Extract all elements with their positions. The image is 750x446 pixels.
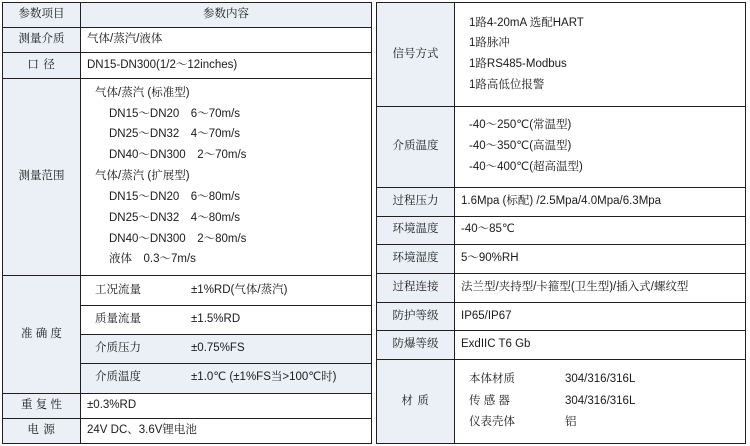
table-row <box>3 28 372 53</box>
accuracy-value: ±1%RD(气体/蒸汽) <box>191 283 288 296</box>
row-value-medium-pressure-accuracy <box>81 334 372 363</box>
signal-line: 1路4-20mA 选配HART <box>469 16 584 29</box>
material-key: 本体材质 <box>469 372 515 385</box>
row-label-power-supply: 电 源 <box>3 418 81 443</box>
signal-line: 1路RS485-Modbus <box>469 58 567 71</box>
table-row <box>377 331 746 360</box>
range-line: DN25～DN32 4～70m/s <box>109 128 241 141</box>
row-label-material: 材 质 <box>377 360 455 444</box>
row-value-ambient-temperature: -40～85℃ <box>455 216 746 245</box>
table-row <box>377 216 746 245</box>
row-value-mass-flow-accuracy <box>81 305 372 334</box>
row-label-medium-temperature: 介质温度 <box>377 107 455 187</box>
row-label-measuring-range: 测量范围 <box>3 78 81 276</box>
table-row <box>377 245 746 274</box>
material-key: 仪表壳体 <box>469 416 515 429</box>
row-value-working-flow-accuracy <box>81 276 372 305</box>
row-value-repeatability: ±0.3%RD <box>81 393 372 418</box>
row-label-ambient-temperature: 环境温度 <box>377 216 455 245</box>
row-value-power-supply: 24V DC、3.6V锂电池 <box>81 418 372 443</box>
signal-line: 1路高低位报警 <box>469 79 545 92</box>
row-value-caliber: DN15-DN300(1/2～12inches) <box>81 53 372 78</box>
accuracy-value: ±1.0℃ (±1%FS当>100℃时) <box>191 371 337 384</box>
row-label-process-pressure: 过程压力 <box>377 187 455 216</box>
range-line: DN25～DN32 4～80m/s <box>109 211 241 224</box>
table-row <box>377 107 746 187</box>
table-row <box>3 78 372 276</box>
row-value-material <box>455 360 746 444</box>
material-value: 铝 <box>565 416 577 429</box>
range-line: DN40～DN300 2～80m/s <box>109 232 247 245</box>
range-line: DN40～DN300 2～70m/s <box>109 149 247 162</box>
table-row <box>3 393 372 418</box>
row-label-protection-class: 防护等级 <box>377 302 455 331</box>
range-line: 气体/蒸汽 (标准型) <box>95 86 190 99</box>
row-label-process-connection: 过程连接 <box>377 273 455 302</box>
material-value: 304/316/316L <box>565 394 636 407</box>
table-row <box>377 273 746 302</box>
row-value-ambient-humidity: 5～90%RH <box>455 245 746 274</box>
row-value-explosion-proof-class: ExdIIC T6 Gb <box>455 331 746 360</box>
table-row <box>3 276 372 305</box>
row-value-process-pressure: 1.6Mpa (标配) /2.5Mpa/4.0Mpa/6.3Mpa <box>455 187 746 216</box>
left-spec-table <box>2 2 372 444</box>
row-value-measuring-range <box>81 78 372 276</box>
accuracy-value: ±1.5%RD <box>191 312 241 325</box>
row-label-accuracy: 准 确 度 <box>3 276 81 393</box>
header-parameter-content: 参数内容 <box>81 3 372 28</box>
row-label-signal-mode: 信号方式 <box>377 3 455 107</box>
table-row <box>377 360 746 444</box>
medium-temp-line: -40～250℃(常温型) <box>469 119 572 132</box>
range-line: 液体 0.3～7m/s <box>109 253 196 266</box>
accuracy-key: 介质压力 <box>95 342 141 355</box>
right-spec-table <box>376 2 746 444</box>
row-label-ambient-humidity: 环境湿度 <box>377 245 455 274</box>
table-row <box>3 53 372 78</box>
accuracy-key: 质量流量 <box>95 312 141 325</box>
row-value-signal-mode <box>455 3 746 107</box>
row-value-medium-temperature-accuracy <box>81 364 372 393</box>
accuracy-key: 工况流量 <box>95 283 141 296</box>
material-value: 304/316/316L <box>565 372 636 385</box>
range-line: DN15～DN20 6～70m/s <box>109 107 241 120</box>
row-label-measuring-medium: 测量介质 <box>3 28 81 53</box>
range-line: DN15～DN20 6～80m/s <box>109 190 241 203</box>
table-row <box>377 187 746 216</box>
row-value-measuring-medium: 气体/蒸汽/液体 <box>81 28 372 53</box>
material-key: 传 感 器 <box>469 394 510 407</box>
table-header-row <box>3 3 372 28</box>
row-label-explosion-proof-class: 防爆等级 <box>377 331 455 360</box>
row-label-caliber: 口 径 <box>3 53 81 78</box>
accuracy-key: 介质温度 <box>95 371 141 384</box>
row-value-protection-class: IP65/IP67 <box>455 302 746 331</box>
table-row <box>377 302 746 331</box>
row-value-process-connection: 法兰型/夹持型/卡箍型(卫生型)/插入式/螺纹型 <box>455 273 746 302</box>
medium-temp-line: -40～400℃(超高温型) <box>469 161 583 174</box>
range-line: 气体/蒸汽 (扩展型) <box>95 170 190 183</box>
signal-line: 1路脉冲 <box>469 37 510 50</box>
row-value-medium-temperature <box>455 107 746 187</box>
medium-temp-line: -40～350℃(高温型) <box>469 140 572 153</box>
left-table-pane <box>0 0 374 446</box>
row-label-repeatability: 重 复 性 <box>3 393 81 418</box>
right-table-pane <box>374 0 750 446</box>
table-row <box>377 3 746 107</box>
header-parameter-item: 参数项目 <box>3 3 81 28</box>
accuracy-value: ±0.75%FS <box>191 342 245 355</box>
table-row <box>3 418 372 443</box>
